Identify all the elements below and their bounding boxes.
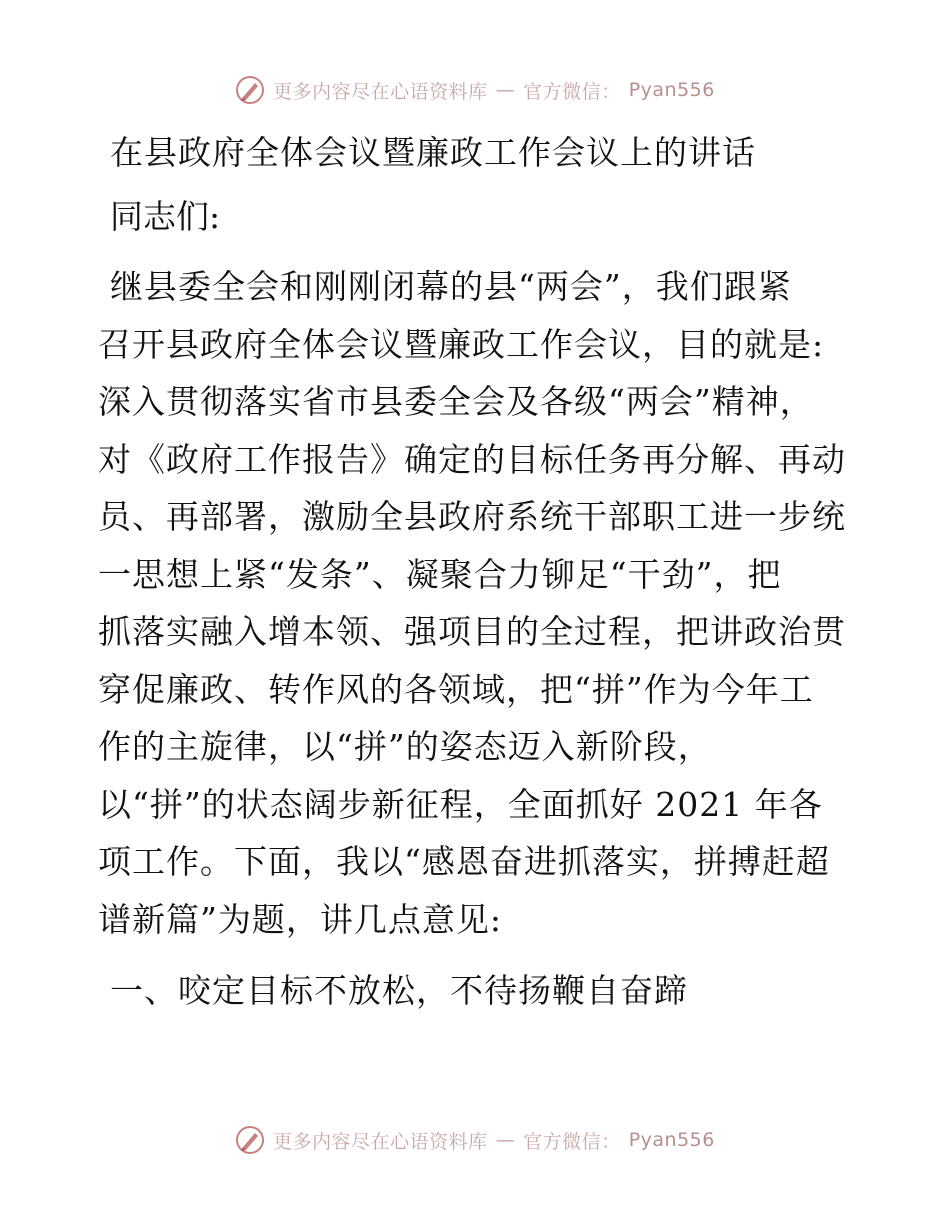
pen-logo-icon (235, 1125, 265, 1155)
paragraph-line: 作的主旋律，以“拼”的姿态迈入新阶段， (98, 727, 712, 766)
watermark-handle: Pyan556 (628, 79, 715, 101)
watermark-separator: — (495, 1129, 516, 1151)
paragraph-line: 一思想上紧“发条”、凝聚合力铆足“干劲”，把 (98, 554, 782, 594)
paragraph-line: 对《政府工作报告》确定的目标任务再分解、再动 (98, 439, 846, 479)
watermark-handle: Pyan556 (628, 1129, 715, 1151)
watermark-wechat-label: 官方微信： (523, 80, 621, 103)
watermark-header (0, 70, 950, 110)
paragraph-line: 继县委全会和刚刚闭幕的县“两会”，我们跟紧 (110, 267, 792, 306)
watermark-text: 更多内容尽在心语资料库 (273, 1130, 488, 1153)
paragraph-line: 谱新篇”为题，讲几点意见: (98, 899, 502, 939)
paragraph-line: 以“拼”的状态阔步新征程，全面抓好 2021 年各 (98, 784, 823, 824)
document-body (98, 120, 858, 1020)
paragraph-line: 项工作。下面，我以“感恩奋进抓落实，拼搏赶超 (98, 842, 830, 881)
paragraph (98, 258, 858, 948)
paragraph-line: 员、再部署，激励全县政府系统干部职工进一步统 (98, 497, 846, 536)
salutation: 同志们: (110, 197, 221, 236)
section-heading: 一、咬定目标不放松，不待扬鞭自奋蹄 (110, 971, 688, 1010)
document-title: 在县政府全体会议暨廉政工作会议上的讲话 (110, 133, 756, 172)
watermark-wechat-label: 官方微信： (523, 1130, 621, 1153)
paragraph-line: 穿促廉政、转作风的各领域，把“拼”作为今年工 (98, 669, 814, 709)
pen-logo-icon (235, 75, 265, 105)
paragraph-line: 深入贯彻落实省市县委全会及各级“两会”精神， (98, 382, 814, 421)
watermark-separator: — (495, 79, 516, 101)
watermark-footer (0, 1120, 950, 1160)
watermark-text: 更多内容尽在心语资料库 (273, 80, 488, 103)
paragraph-line: 抓落实融入增本领、强项目的全过程，把讲政治贯 (98, 612, 846, 651)
paragraph-line: 召开县政府全体会议暨廉政工作会议，目的就是: (98, 324, 825, 364)
